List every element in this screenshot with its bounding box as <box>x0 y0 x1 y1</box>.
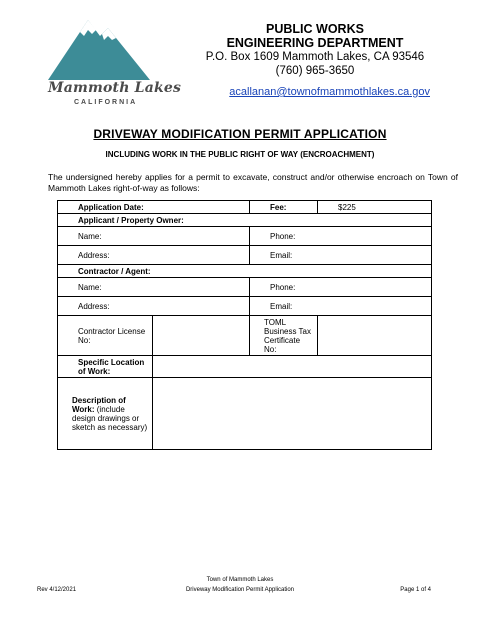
logo-wordmark: Mammoth Lakes <box>48 80 182 96</box>
fee-label: Fee: <box>250 201 318 214</box>
contractor-license-field[interactable] <box>153 316 250 356</box>
contractor-address-field[interactable]: Address: <box>58 297 250 316</box>
table-row <box>58 214 432 227</box>
toml-cert-label: TOML Business Tax Certificate No: <box>250 316 318 356</box>
table-row <box>58 356 432 378</box>
contractor-phone-field[interactable]: Phone: <box>250 278 432 297</box>
intro-paragraph: The undersigned hereby applies for a permit to excavate, construct and/or otherwise encroach on Town of Mammoth Lakes right-of-way as follows: <box>48 172 458 193</box>
dept-line2: ENGINEERING DEPARTMENT <box>226 36 404 50</box>
footer-doc: Driveway Modification Permit Application <box>185 587 295 593</box>
contractor-name-field[interactable]: Name: <box>58 278 250 297</box>
application-date-field[interactable]: Application Date: <box>58 201 250 214</box>
table-row <box>58 278 432 297</box>
description-field[interactable] <box>153 378 432 450</box>
fee-value: $225 <box>318 201 432 214</box>
applicant-email-field[interactable]: Email: <box>250 246 432 265</box>
table-row <box>58 378 432 450</box>
contractor-heading: Contractor / Agent: <box>58 265 432 278</box>
toml-cert-field[interactable] <box>318 316 432 356</box>
dept-line1: PUBLIC WORKS <box>266 22 364 36</box>
dept-phone: (760) 965-3650 <box>275 65 355 77</box>
applicant-phone-field[interactable]: Phone: <box>250 227 432 246</box>
email-link[interactable]: acallanan@townofmammothlakes.ca.gov <box>229 86 430 98</box>
permit-form-table <box>57 200 432 450</box>
page-subtitle: INCLUDING WORK IN THE PUBLIC RIGHT OF WAY (ENCROACHMENT) <box>105 150 375 159</box>
dept-address: P.O. Box 1609 Mammoth Lakes, CA 93546 <box>205 51 425 63</box>
table-row <box>58 246 432 265</box>
specific-location-label: Specific Location of Work: <box>58 356 153 378</box>
footer-page: Page 1 of 4 <box>400 587 431 593</box>
logo-subtext: CALIFORNIA <box>74 99 138 106</box>
description-label <box>58 378 153 450</box>
page-title: DRIVEWAY MODIFICATION PERMIT APPLICATION <box>93 127 387 141</box>
mammoth-lakes-logo <box>40 18 182 108</box>
mountain-icon <box>40 18 175 80</box>
table-row <box>58 265 432 278</box>
contractor-email-field[interactable]: Email: <box>250 297 432 316</box>
applicant-address-field[interactable]: Address: <box>58 246 250 265</box>
description-label-bold: Description of Work: <box>72 395 126 414</box>
footer-town: Town of Mammoth Lakes <box>206 577 274 583</box>
specific-location-field[interactable] <box>153 356 432 378</box>
table-row <box>58 201 432 214</box>
table-row <box>58 316 432 356</box>
table-row <box>58 227 432 246</box>
footer-rev: Rev 4/12/2021 <box>37 587 77 593</box>
applicant-name-field[interactable]: Name: <box>58 227 250 246</box>
applicant-heading: Applicant / Property Owner: <box>58 214 432 227</box>
table-row <box>58 297 432 316</box>
department-block <box>200 22 430 78</box>
description-label-note: (include design drawings or sketch as necessary) <box>72 404 148 432</box>
contractor-license-label: Contractor License No: <box>58 316 153 356</box>
